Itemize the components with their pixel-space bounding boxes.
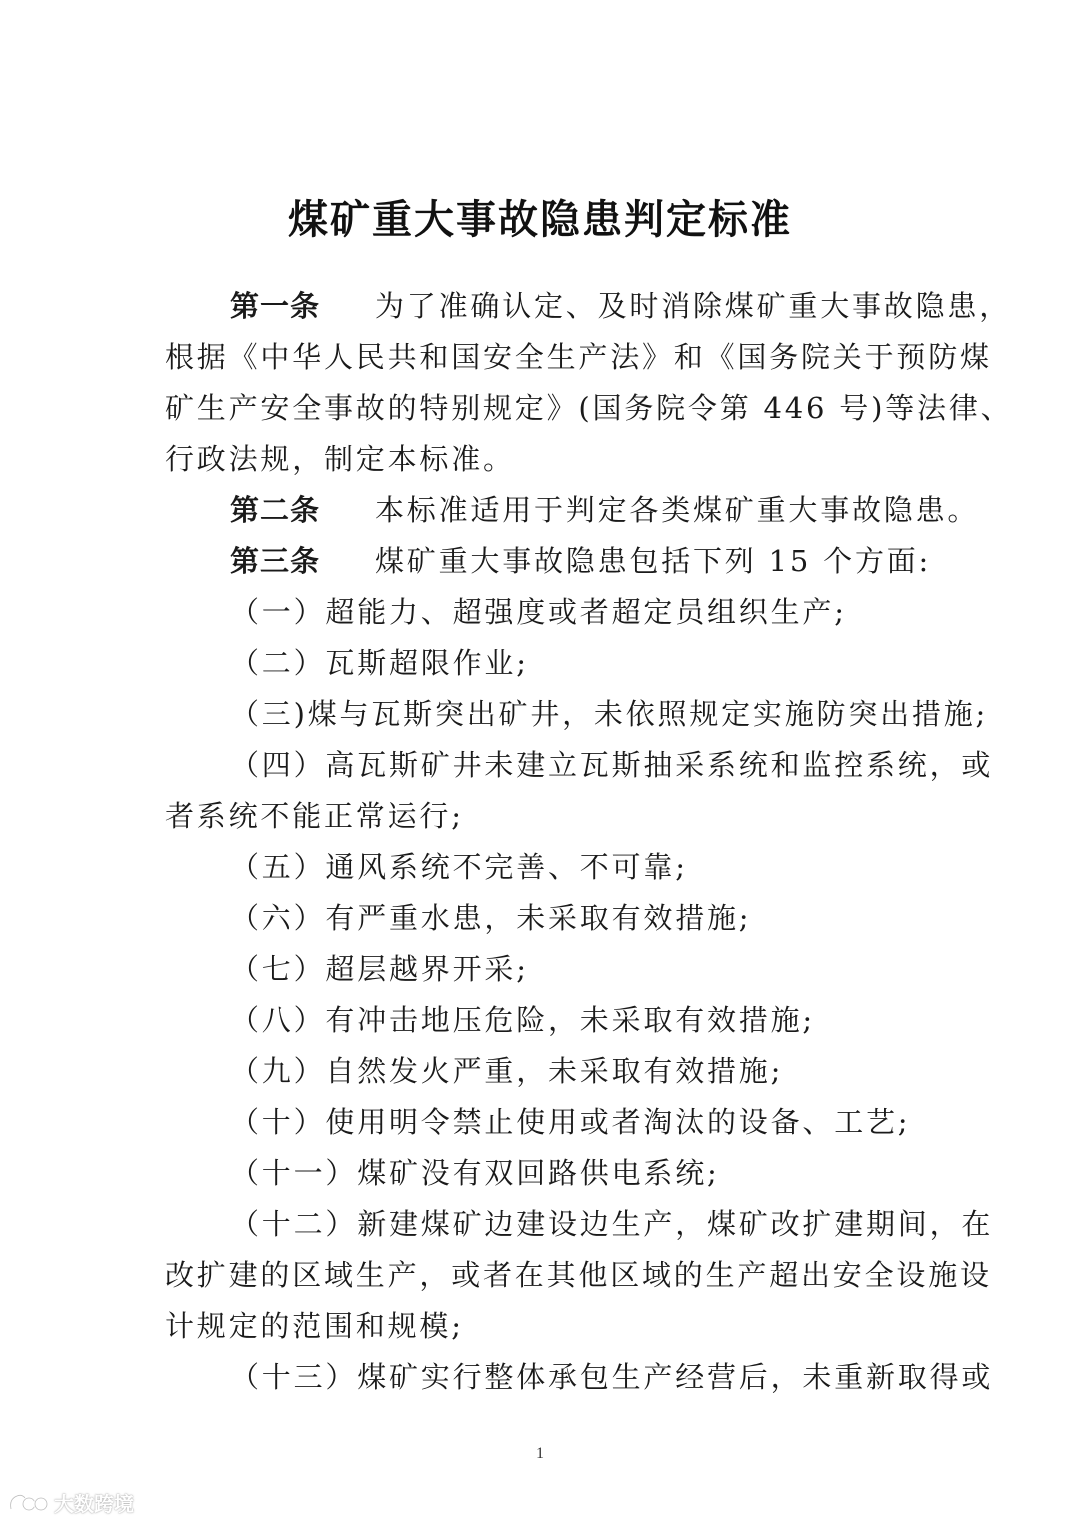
list-item-10: （十）使用明令禁止使用或者淘汰的设备、工艺; bbox=[230, 1105, 911, 1139]
list-item-3: （三)煤与瓦斯突出矿井，未依照规定实施防突出措施; bbox=[230, 697, 989, 731]
article-3-line bbox=[230, 544, 990, 579]
page-number: 1 bbox=[536, 1445, 544, 1462]
list-item-11: （十一）煤矿没有双回路供电系统; bbox=[230, 1156, 720, 1190]
article-1-text-4: 行政法规，制定本标准。 bbox=[165, 442, 515, 476]
list-item-4-line-2: 者系统不能正常运行; bbox=[165, 799, 464, 833]
list-item-4-line-1: （四）高瓦斯矿井未建立瓦斯抽采系统和监控系统，或 bbox=[230, 748, 994, 782]
list-item-12-line-2: 改扩建的区域生产，或者在其他区域的生产超出安全设施设 bbox=[165, 1258, 992, 1292]
list-item-8: （八）有冲击地压危险，未采取有效措施; bbox=[230, 1003, 815, 1037]
article-1-text-2: 根据《中华人民共和国安全生产法》和《国务院关于预防煤 bbox=[165, 340, 992, 374]
article-2-label: 第二条 bbox=[230, 493, 321, 527]
list-item-7: （七）超层越界开采; bbox=[230, 952, 529, 986]
article-3-text: 煤矿重大事故隐患包括下列 15 个方面: bbox=[375, 544, 932, 578]
watermark bbox=[8, 1488, 134, 1517]
list-item-13-line-1: （十三）煤矿实行整体承包生产经营后，未重新取得或 bbox=[230, 1360, 994, 1394]
article-1-text-3: 矿生产安全事故的特别规定》(国务院令第 446 号)等法律、 bbox=[165, 391, 1013, 425]
article-1-label: 第一条 bbox=[230, 289, 321, 323]
list-item-9: （九）自然发火严重，未采取有效措施; bbox=[230, 1054, 784, 1088]
list-item-2: （二）瓦斯超限作业; bbox=[230, 646, 529, 680]
article-1-first-line bbox=[230, 289, 1012, 324]
list-item-6: （六）有严重水患，未采取有效措施; bbox=[230, 901, 752, 935]
document-title: 煤矿重大事故隐患判定标准 bbox=[288, 197, 792, 243]
list-item-5: （五）通风系统不完善、不可靠; bbox=[230, 850, 688, 884]
article-3-label: 第三条 bbox=[230, 544, 321, 578]
article-2-text: 本标准适用于判定各类煤矿重大事故隐患。 bbox=[375, 493, 980, 527]
list-item-12-line-3: 计规定的范围和规模; bbox=[165, 1309, 464, 1343]
list-item-12-line-1: （十二）新建煤矿边建设边生产，煤矿改扩建期间，在 bbox=[230, 1207, 994, 1241]
watermark-logo-icon bbox=[8, 1491, 50, 1515]
watermark-text: 大数跨境 bbox=[54, 1492, 134, 1516]
article-1-text-1: 为了准确认定、及时消除煤矿重大事故隐患， bbox=[375, 289, 1012, 323]
list-item-1: （一）超能力、超强度或者超定员组织生产; bbox=[230, 595, 847, 629]
article-2-line bbox=[230, 493, 990, 528]
